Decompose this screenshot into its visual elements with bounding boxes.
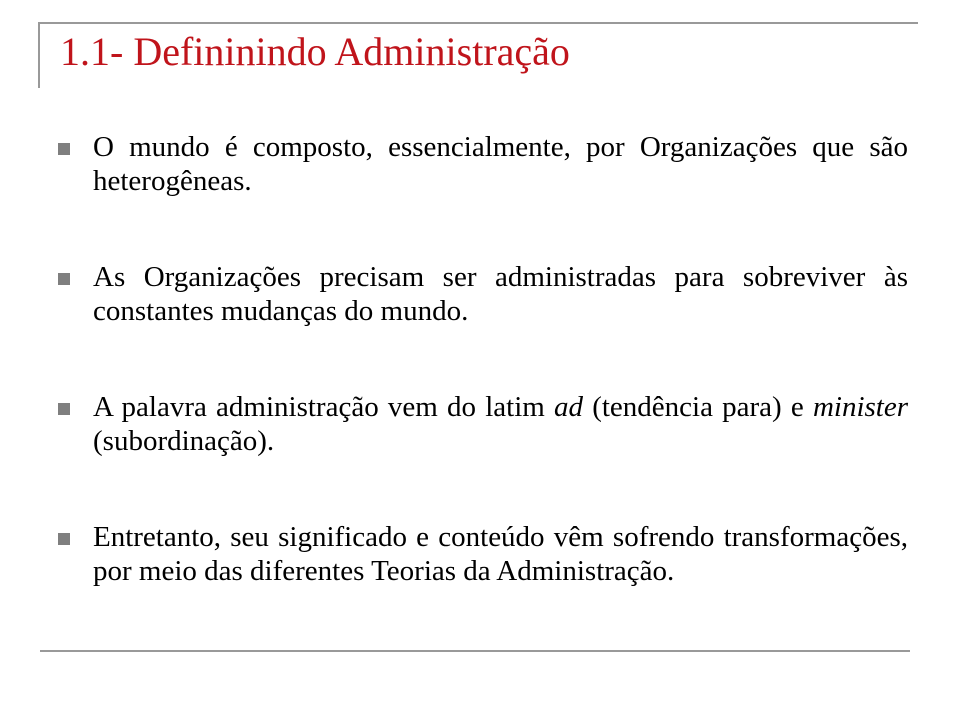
bullet-text-3-part-1: A palavra administração vem do latim — [93, 391, 554, 423]
bullet-text-3-part-2: (tendência para) e — [583, 391, 813, 423]
bullet-text-4: Entretanto, seu significado e conteúdo vêm sofrendo transformações, por meio das diferentes Teorias da Administração. — [93, 521, 908, 587]
slide-title: 1.1- Defininindo Administração — [60, 29, 570, 74]
square-bullet-icon — [58, 273, 70, 285]
bullet-item-4 — [58, 520, 908, 588]
bullet-item-1 — [58, 130, 908, 198]
square-bullet-icon — [58, 143, 70, 155]
square-bullet-icon — [58, 403, 70, 415]
bullet-item-2 — [58, 260, 908, 328]
top-rule — [40, 22, 918, 24]
latin-term-ad: ad — [554, 391, 583, 423]
square-bullet-icon — [58, 533, 70, 545]
bottom-rule — [40, 650, 910, 652]
bullet-text-3-part-3: (subordinação). — [93, 425, 275, 457]
bullet-list — [58, 130, 908, 650]
bullet-text-3 — [93, 390, 908, 458]
bullet-item-3 — [58, 390, 908, 458]
bullet-text-2: As Organizações precisam ser administradas para sobreviver às constantes mudanças do mundo. — [93, 261, 908, 327]
bullet-text-1: O mundo é composto, essencialmente, por Organizações que são heterogêneas. — [93, 131, 908, 197]
latin-term-minister: minister — [812, 391, 909, 423]
left-rule — [38, 22, 40, 88]
